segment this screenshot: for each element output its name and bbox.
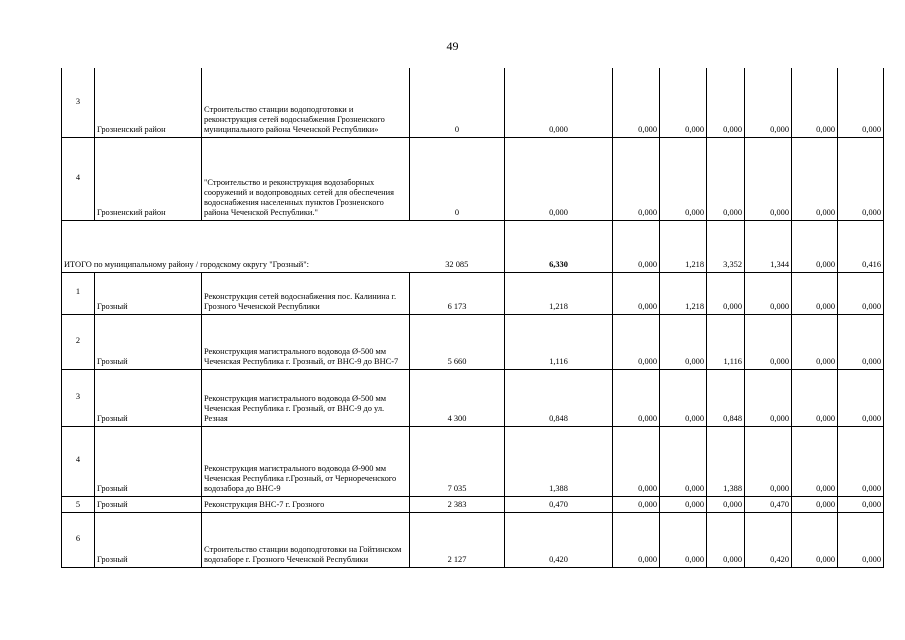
total-cell: 32 085	[410, 220, 505, 272]
value-cell: 0,000	[838, 426, 884, 496]
table-row	[62, 496, 884, 512]
value-cell: 0,000	[660, 137, 707, 220]
value-cell: 0,000	[792, 512, 838, 567]
value-cell: 0,000	[745, 426, 792, 496]
value-cell: 0,000	[707, 496, 745, 512]
district-cell: Грозный	[95, 496, 202, 512]
page-number: 49	[446, 39, 459, 53]
value-cell: 0,000	[613, 314, 660, 369]
table-row	[62, 314, 884, 369]
value-cell: 0,470	[745, 496, 792, 512]
value-cell: 0,000	[613, 369, 660, 426]
row-number: 2	[62, 314, 95, 369]
value-cell: 0,420	[505, 512, 613, 567]
value-cell: 0,000	[838, 68, 884, 137]
value-cell: 0,000	[613, 68, 660, 137]
value-cell: 0,000	[613, 272, 660, 314]
table-row	[62, 426, 884, 496]
row-number: 1	[62, 272, 95, 314]
value-cell: 0,000	[792, 496, 838, 512]
value-cell: 0,000	[792, 369, 838, 426]
row-number: 5	[62, 496, 95, 512]
district-cell: Грозный	[95, 272, 202, 314]
district-cell: Грозный	[95, 512, 202, 567]
value-cell: 0,000	[613, 512, 660, 567]
district-cell: Грозненский район	[95, 68, 202, 137]
value-cell: 0,848	[707, 369, 745, 426]
value-cell: 0,416	[838, 220, 884, 272]
value-cell: 0,000	[792, 68, 838, 137]
row-number: 4	[62, 137, 95, 220]
value-cell: 0,000	[792, 137, 838, 220]
total-row	[62, 220, 884, 272]
value-cell: 3,352	[707, 220, 745, 272]
value-cell: 1,218	[660, 272, 707, 314]
value-cell: 1,218	[505, 272, 613, 314]
description-cell: Строительство станции водоподготовки на Гойтинском водозаборе г. Грозного Чеченской Республики	[202, 512, 410, 567]
row-number: 3	[62, 369, 95, 426]
row-number: 4	[62, 426, 95, 496]
row-number: 6	[62, 512, 95, 567]
value-cell: 0,000	[613, 426, 660, 496]
value-cell: 0,000	[613, 220, 660, 272]
total-cell: 6 173	[410, 272, 505, 314]
district-cell: Грозный	[95, 369, 202, 426]
district-cell: Грозненский район	[95, 137, 202, 220]
value-cell: 0,000	[660, 512, 707, 567]
table-row	[62, 272, 884, 314]
description-cell: Реконструкция магистрального водовода Ø-900 мм Чеченская Республика г.Грозный, от Чернореченского водозабора до ВНС-9	[202, 426, 410, 496]
table-row	[62, 68, 884, 137]
value-cell: 0,000	[838, 272, 884, 314]
value-cell: 0,000	[745, 137, 792, 220]
value-cell: 0,000	[660, 496, 707, 512]
total-cell: 2 127	[410, 512, 505, 567]
description-cell: Строительство станции водоподготовки и реконструкция сетей водоснабжения Грозненского муниципального района Чеченской Республики»	[202, 68, 410, 137]
total-cell: 2 383	[410, 496, 505, 512]
value-cell: 1,388	[505, 426, 613, 496]
value-cell: 0,000	[792, 272, 838, 314]
description-cell: Реконструкция магистрального водовода Ø-500 мм Чеченская Республика г. Грозный, от ВНС-9 до ул. Резная	[202, 369, 410, 426]
table-row	[62, 512, 884, 567]
total-cell: 5 660	[410, 314, 505, 369]
value-cell: 0,000	[792, 314, 838, 369]
value-cell: 0,000	[707, 272, 745, 314]
total-cell: 0	[410, 68, 505, 137]
total-label: ИТОГО по муниципальному району / городскому округу "Грозный":	[62, 220, 410, 272]
value-cell: 0,000	[707, 68, 745, 137]
value-cell: 0,000	[660, 314, 707, 369]
description-cell: "Строительство и реконструкция водозаборных сооружений и водопроводных сетей для обеспечения водоснабжения населенных пунктов Грозненского района Чеченской Республики."	[202, 137, 410, 220]
value-cell: 0,420	[745, 512, 792, 567]
value-cell: 0,000	[660, 369, 707, 426]
value-cell: 0,470	[505, 496, 613, 512]
value-cell: 0,000	[838, 369, 884, 426]
district-cell: Грозный	[95, 314, 202, 369]
value-cell: 0,000	[838, 496, 884, 512]
value-cell: 0,000	[745, 369, 792, 426]
value-cell: 1,218	[660, 220, 707, 272]
value-cell: 0,000	[660, 68, 707, 137]
value-cell: 0,000	[745, 272, 792, 314]
table-row	[62, 137, 884, 220]
value-cell: 0,848	[505, 369, 613, 426]
value-cell: 1,116	[505, 314, 613, 369]
value-cell: 0,000	[745, 68, 792, 137]
district-cell: Грозный	[95, 426, 202, 496]
value-cell: 0,000	[505, 137, 613, 220]
value-cell: 0,000	[613, 137, 660, 220]
total-cell: 0	[410, 137, 505, 220]
value-cell: 1,388	[707, 426, 745, 496]
value-cell: 0,000	[745, 314, 792, 369]
value-cell: 0,000	[792, 426, 838, 496]
value-cell: 0,000	[613, 496, 660, 512]
value-cell: 1,344	[745, 220, 792, 272]
value-cell: 0,000	[660, 426, 707, 496]
value-cell: 0,000	[838, 512, 884, 567]
description-cell: Реконструкция магистрального водовода Ø-500 мм Чеченская Республика г. Грозный, от ВНС-9 до ВНС-7	[202, 314, 410, 369]
value-cell: 0,000	[505, 68, 613, 137]
value-cell: 0,000	[792, 220, 838, 272]
total-cell: 7 035	[410, 426, 505, 496]
value-cell: 1,116	[707, 314, 745, 369]
value-cell: 6,330	[505, 220, 613, 272]
row-number: 3	[62, 68, 95, 137]
value-cell: 0,000	[707, 137, 745, 220]
value-cell: 0,000	[707, 512, 745, 567]
value-cell: 0,000	[838, 137, 884, 220]
investment-table	[61, 68, 884, 568]
description-cell: Реконструкция сетей водоснабжения пос. Калинина г. Грозного Чеченской Республики	[202, 272, 410, 314]
table-row	[62, 369, 884, 426]
total-cell: 4 300	[410, 369, 505, 426]
description-cell: Реконструкция ВНС-7 г. Грозного	[202, 496, 410, 512]
value-cell: 0,000	[838, 314, 884, 369]
